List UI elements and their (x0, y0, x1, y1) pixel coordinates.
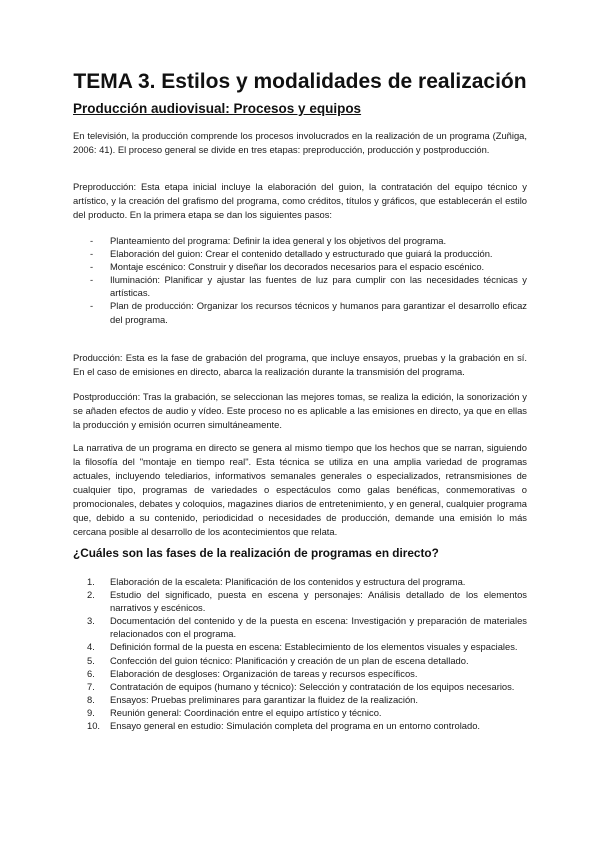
intro-paragraph: En televisión, la producción comprende los procesos involucrados en la realización de un programa (Zuñiga, 2006: 41). El proceso general se divide en tres etapas: preproducción, producción y postproducción. (73, 130, 527, 155)
list-item: 10. Ensayo general en estudio: Simulación completa del programa en un entorno controlado. (87, 720, 481, 732)
list-item: 8. Ensayos: Pruebas preliminares para garantizar la fluidez de la realización. (87, 693, 418, 705)
list-item: - Montaje escénico: Construir y diseñar los decorados necesarios para el espacio escénico. (90, 261, 485, 273)
section-subtitle: Producción audiovisual: Procesos y equipos (73, 101, 362, 116)
preproduccion-paragraph: Preproducción: Esta etapa inicial incluye la elaboración del guion, la contratación del equipo técnico y artístico, y la creación del grafismo del programa, como créditos, títulos y gráficos, que establecerán el estilo del producto. En la primera etapa se dan los siguientes pasos: (73, 181, 527, 220)
list-item: 9. Reunión general: Coordinación entre el equipo artístico y técnico. (87, 706, 382, 718)
narrativa-paragraph: La narrativa de un programa en directo se genera al mismo tiempo que los hechos que se narran, siguiendo la filosofía del "montaje en tiempo real". Esta técnica se utiliza en una amplia variedad de programas actuales, incluyendo telediarios, informativos semanales generales o especializados, retransmisiones de cualquier tipo, programas de variedades o espectáculos como galas benéficas, conmemorativas o promocionales, debates y coloquios, magazines diarios de entretenimiento, y en general, cualquier programa que, debido a su contenido, periodicidad o necesidades de producción, demande una emisión lo más cercana posible al desarrollo de los acontecimientos que relata. (73, 442, 527, 537)
list-item: - Plan de producción: Organizar los recursos técnicos y humanos para garantizar el desarrollo eficaz del programa. (90, 300, 527, 325)
list-item: 3. Documentación del contenido y de la puesta en escena: Investigación y preparación de materiales relacionados con el programa. (87, 615, 527, 640)
list-item: 5. Confección del guion técnico: Planificación y creación de un plan de escena detallado. (87, 654, 469, 666)
list-item: 6. Elaboración de desgloses: Organización de tareas y recursos específicos. (87, 667, 418, 679)
list-item: - Elaboración del guion: Crear el contenido detallado y estructurado que guiará la producción. (90, 248, 493, 260)
section-question: ¿Cuáles son las fases de la realización de programas en directo? (73, 546, 439, 560)
pasos-list (73, 234, 527, 326)
list-item: 7. Contratación de equipos (humano y técnico): Selección y contratación de los equipos necesarios. (87, 680, 515, 692)
postproduccion-paragraph: Postproducción: Tras la grabación, se seleccionan las mejores tomas, se realiza la edición, la sonorización y se añaden efectos de audio y vídeo. Este proceso no es aplicable a las emisiones en directo, ya que en ellas la producción y emisión ocurren simultáneamente. (73, 391, 527, 430)
fases-list (73, 575, 527, 732)
list-item: - Planteamiento del programa: Definir la idea general y los objetivos del programa. (90, 235, 447, 246)
list-item: 2. Estudio del significado, puesta en escena y personajes: Análisis detallado de los elementos narrativos y escénicos. (87, 589, 527, 614)
produccion-paragraph: Producción: Esta es la fase de grabación del programa, que incluye ensayos, pruebas y la grabación en sí. En el caso de emisiones en directo, abarca la realización durante la transmisión del programa. (73, 352, 527, 377)
list-item: 1. Elaboración de la escaleta: Planificación de los contenidos y estructura del programa. (87, 576, 466, 587)
page-title: TEMA 3. Estilos y modalidades de realización (73, 70, 527, 93)
list-item: - Iluminación: Planificar y ajustar las fuentes de luz para cumplir con las necesidades técnicas y artísticas. (90, 274, 527, 299)
list-item: 4. Definición formal de la puesta en escena: Establecimiento de los elementos visuales y espaciales. (87, 641, 518, 653)
